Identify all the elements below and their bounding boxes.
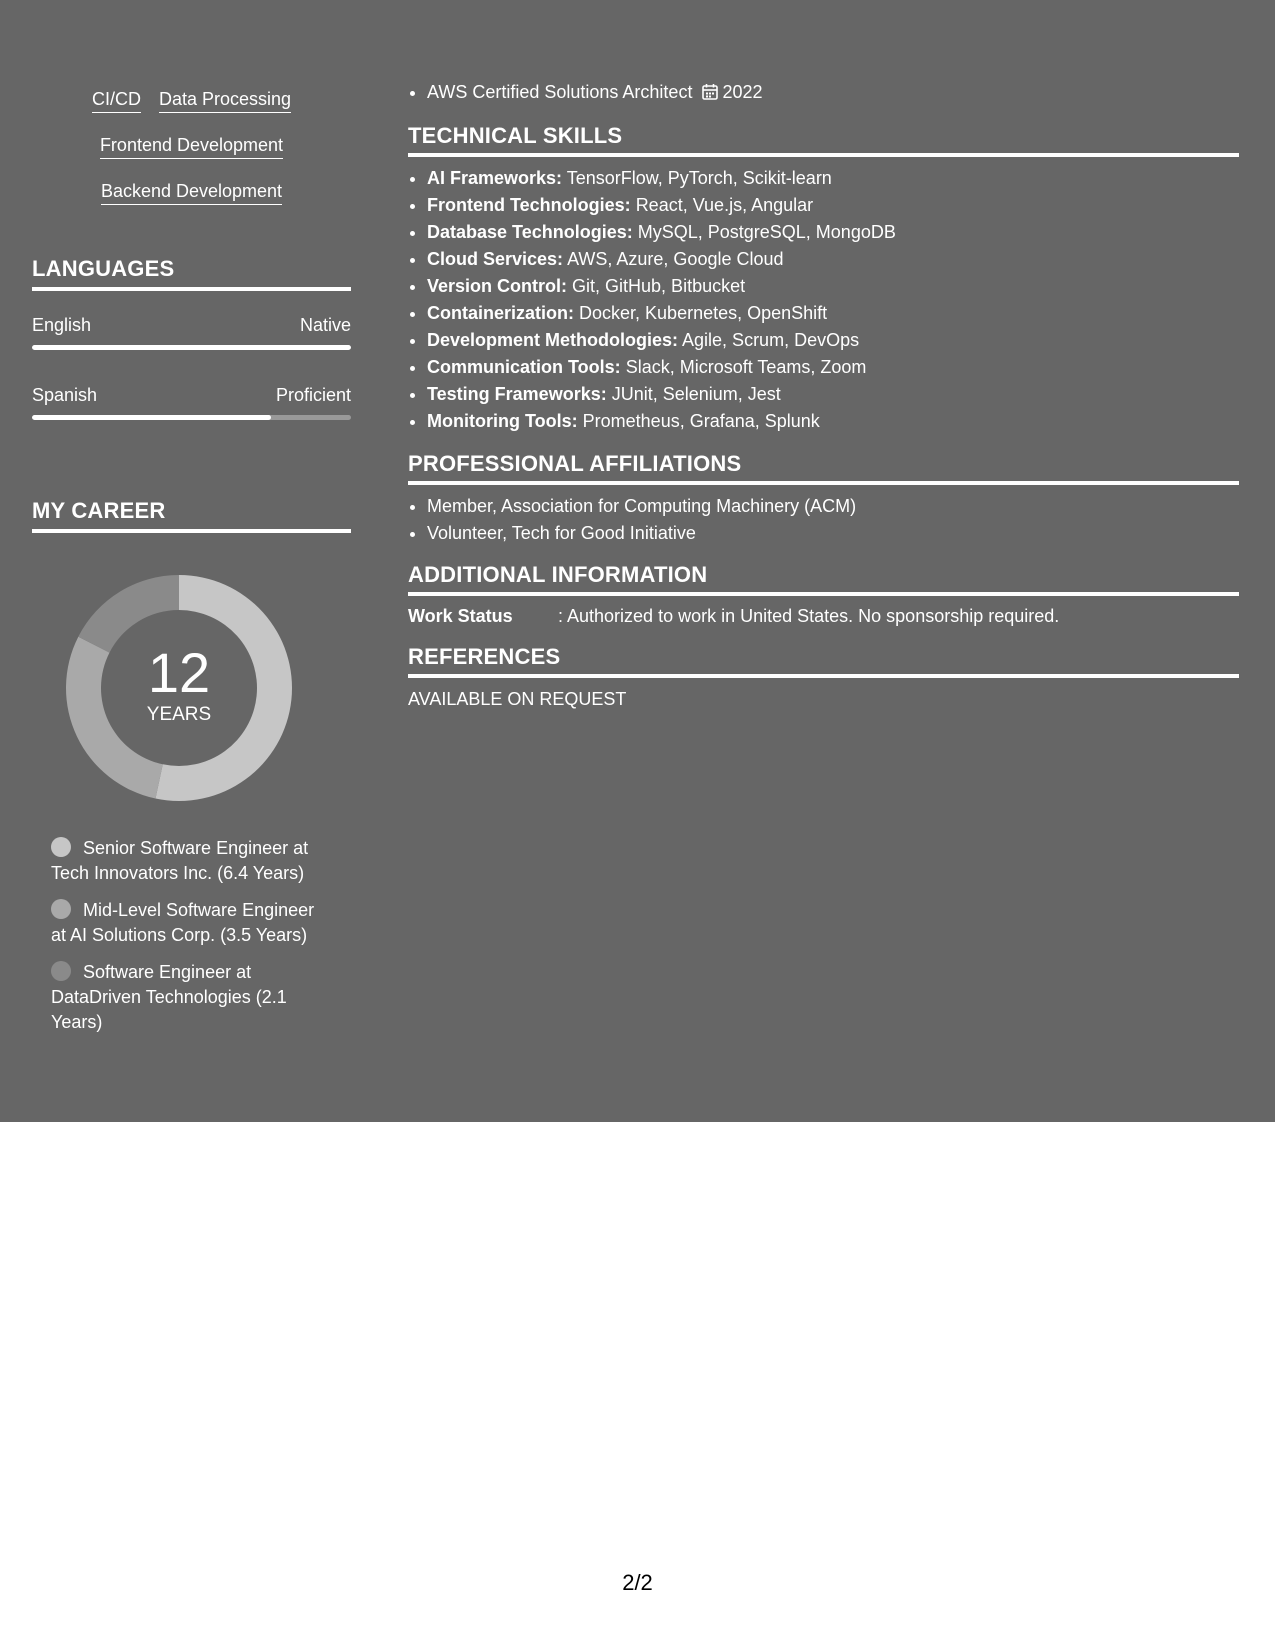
skill-category: Cloud Services: [427,249,564,269]
skill-item [427,408,1239,435]
skill-category: Frontend Technologies: [427,195,631,215]
skill-item [427,300,1239,327]
career-title: MY CAREER [32,498,351,533]
legend-dot-icon [51,899,71,919]
donut-center [66,575,292,801]
skill-values: JUnit, Selenium, Jest [611,384,781,404]
additional-info-title: ADDITIONAL INFORMATION [408,562,1239,596]
skill-item [427,327,1239,354]
work-status-value: : Authorized to work in United States. No sponsorship required. [558,606,1060,626]
skill-category: Monitoring Tools: [427,411,578,431]
additional-info-section [408,562,1239,628]
language-name: Spanish [32,385,98,405]
career-legend-label: Senior Software Engineer at Tech Innovators Inc. (6.4 Years) [51,838,309,883]
career-legend-item [51,960,331,1035]
skill-item [427,354,1239,381]
calendar-icon [702,82,718,106]
language-bar [32,345,351,350]
legend-dot-icon [51,961,71,981]
certifications-list [408,80,763,106]
references-text: AVAILABLE ON REQUEST [408,689,627,709]
affiliation-item: • Member, Association for Computing Machinery (ACM) [427,493,1239,520]
certification-item [427,80,763,106]
skill-values: React, Vue.js, Angular [635,195,814,215]
certification-name: AWS Certified Solutions Architect [427,82,693,102]
skill-values: TensorFlow, PyTorch, Scikit-learn [566,168,832,188]
skill-category: Testing Frameworks: [427,384,607,404]
career-total-years: 12 [147,641,211,704]
skill-item [427,381,1239,408]
career-donut-chart [66,575,292,801]
skill-item [427,246,1239,273]
language-bar [32,415,351,420]
affiliations-title: PROFESSIONAL AFFILIATIONS [408,451,1239,485]
skill-item [427,165,1239,192]
technical-skills-section [408,123,1239,435]
work-status-row [408,604,1239,628]
language-level: Proficient [275,385,351,405]
tag-row-1 [32,88,351,113]
language-level: Native [299,315,351,335]
skill-category: Development Methodologies: [427,330,679,350]
language-item-spanish [32,384,351,420]
tag-row-2 [32,134,351,159]
skill-category: Database Technologies: [427,222,633,242]
language-name: English [32,315,92,335]
language-bar-fill [32,415,271,420]
skill-category: Communication Tools: [427,357,621,377]
work-status-label: Work Status [408,606,513,626]
skill-item [427,192,1239,219]
references-title: REFERENCES [408,644,1239,678]
skill-item [427,273,1239,300]
tag: CI/CD [92,88,141,113]
certification-year: 2022 [722,82,763,102]
skill-category: Version Control: [427,276,568,296]
skill-category: Containerization: [427,303,574,323]
skill-values: Git, GitHub, Bitbucket [572,276,746,296]
tag: Backend Development [101,180,282,205]
affiliations-list [408,493,1239,547]
legend-dot-icon [51,837,71,857]
tag: Frontend Development [100,134,283,159]
career-legend [51,836,331,1047]
career-legend-item [51,836,331,886]
career-total-unit: YEARS [146,704,212,725]
career-legend-item [51,898,331,948]
technical-skills-title: TECHNICAL SKILLS [408,123,1239,157]
skill-values: Slack, Microsoft Teams, Zoom [625,357,867,377]
skill-tags [32,88,351,226]
tag: Data Processing [159,88,291,113]
technical-skills-list [408,165,1239,435]
skill-values: AWS, Azure, Google Cloud [567,249,784,269]
skill-values: Docker, Kubernetes, OpenShift [579,303,828,323]
skill-values: MySQL, PostgreSQL, MongoDB [637,222,896,242]
language-bar-fill [32,345,351,350]
tag-row-3 [32,180,351,205]
skill-values: Agile, Scrum, DevOps [682,330,860,350]
page-number: 2/2 [622,1570,653,1595]
skill-category: AI Frameworks: [427,168,563,188]
career-legend-label: Software Engineer at DataDriven Technologies (2.1 Years) [51,962,287,1032]
languages-title: LANGUAGES [32,256,351,291]
skill-values: Prometheus, Grafana, Splunk [582,411,820,431]
references-section [408,644,1239,711]
skill-item [427,219,1239,246]
language-item-english [32,314,351,350]
career-legend-label: Mid-Level Software Engineer at AI Solutions Corp. (3.5 Years) [51,900,315,945]
affiliation-item: • Volunteer, Tech for Good Initiative [427,520,1239,547]
affiliations-section [408,451,1239,547]
